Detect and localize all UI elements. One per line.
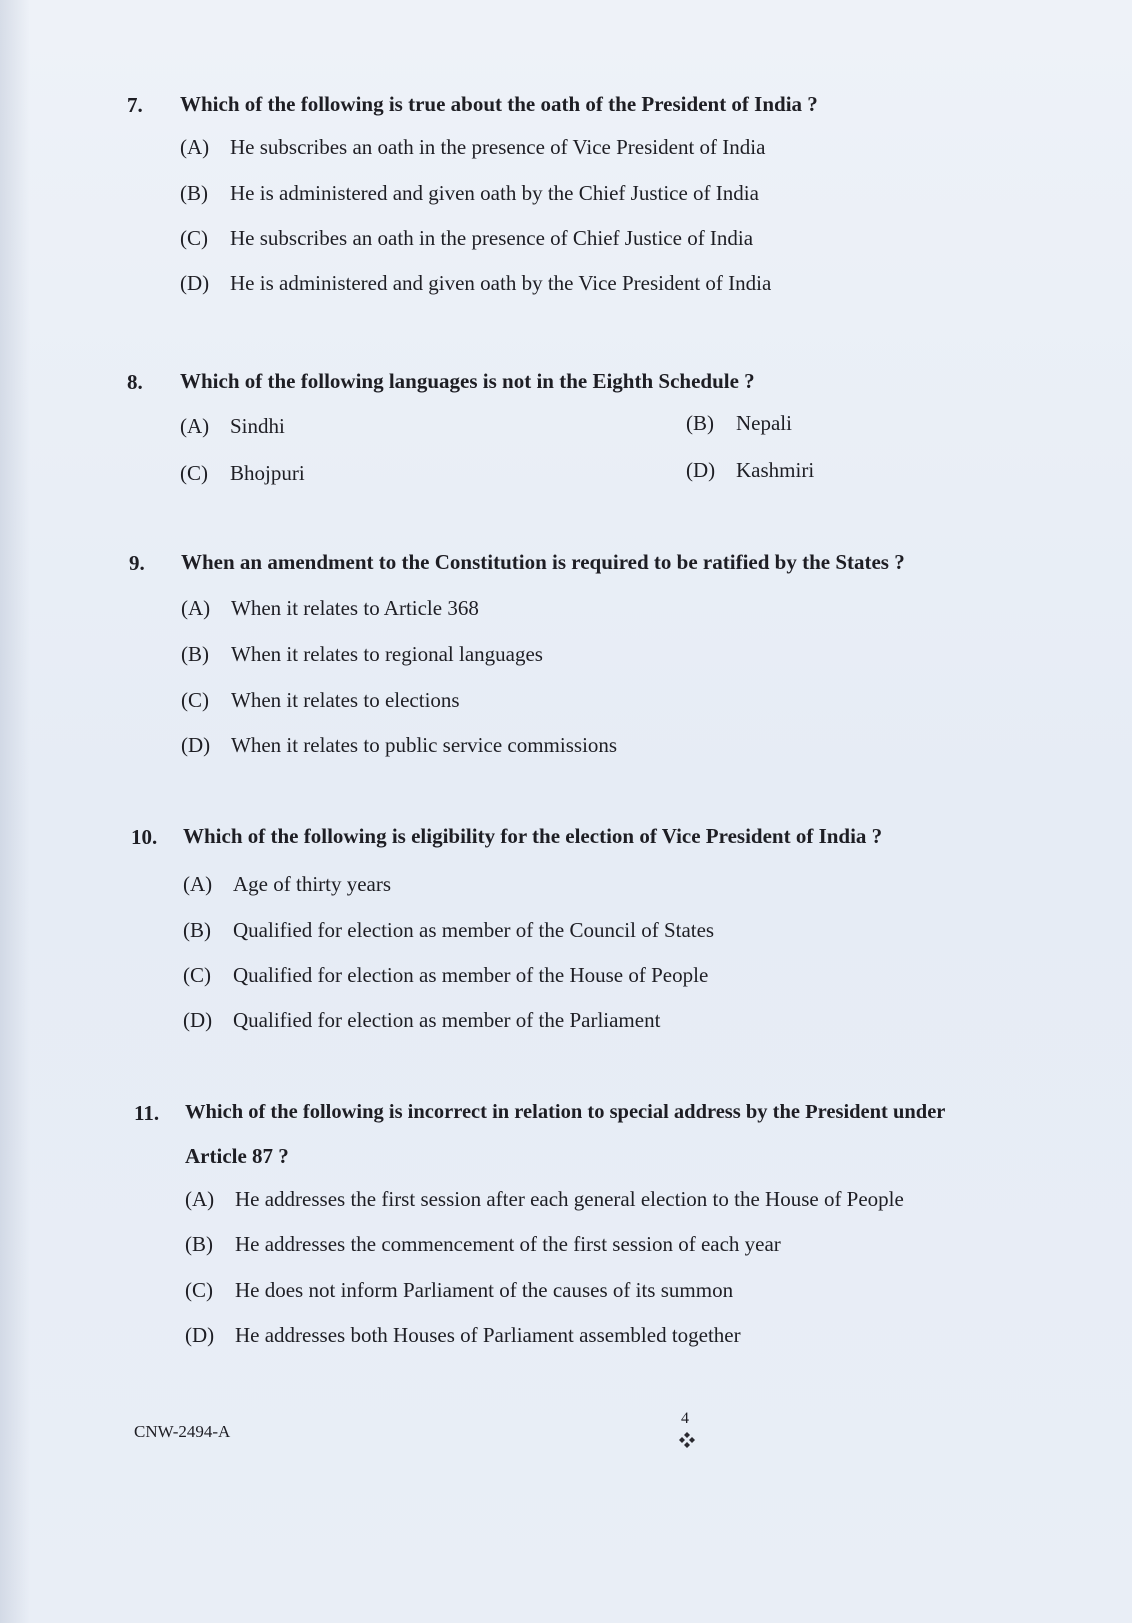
option-d: (D) Kashmiri: [686, 458, 815, 482]
question-text: Which of the following languages is not in the Eighth Schedule ?: [180, 369, 755, 393]
option-a: (A) When it relates to Article 368: [181, 596, 479, 620]
option-b: (B) Qualified for election as member of the Council of States: [183, 918, 715, 942]
option-a: (A) Age of thirty years: [183, 872, 392, 896]
question-text: Which of the following is true about the oath of the President of India ?: [180, 92, 818, 116]
question-number: 7.: [127, 93, 143, 117]
option-c: (C) Bhojpuri: [180, 461, 305, 485]
question-text: When an amendment to the Constitution is required to be ratified by the States ?: [181, 550, 905, 574]
option-a: (A) He subscribes an oath in the presence of Vice President of India: [180, 135, 766, 159]
option-c: (C) Qualified for election as member of the House of People: [183, 963, 709, 987]
option-a: (A) Sindhi: [180, 414, 285, 438]
question-text-line-2: Article 87 ?: [185, 1144, 289, 1168]
option-a: (A) He addresses the first session after each general election to the House of People: [185, 1187, 904, 1211]
question-number: 8.: [127, 370, 143, 394]
option-b: (B) He addresses the commencement of the first session of each year: [185, 1232, 781, 1256]
option-d: (D) When it relates to public service commissions: [181, 733, 618, 757]
option-c: (C) He subscribes an oath in the presence of Chief Justice of India: [180, 226, 754, 250]
option-b: (B) He is administered and given oath by the Chief Justice of India: [180, 181, 759, 205]
question-number: 9.: [129, 551, 145, 575]
paper-code: CNW-2494-A: [134, 1422, 231, 1441]
option-d: (D) He is administered and given oath by the Vice President of India: [180, 271, 772, 295]
question-text-line-1: Which of the following is incorrect in relation to special address by the President under: [185, 1101, 946, 1123]
option-b: (B) When it relates to regional languages: [181, 642, 543, 666]
option-d: (D) He addresses both Houses of Parliament assembled together: [185, 1323, 741, 1347]
question-number: 11.: [134, 1101, 160, 1125]
page-number: 4: [681, 1410, 689, 1427]
question-text: Which of the following is eligibility for the election of Vice President of India ?: [183, 824, 883, 848]
option-c: (C) He does not inform Parliament of the causes of its summon: [185, 1278, 734, 1302]
four-diamond-icon: [679, 1432, 695, 1448]
question-number: 10.: [131, 825, 158, 849]
option-b: (B) Nepali: [686, 411, 792, 435]
option-c: (C) When it relates to elections: [181, 688, 460, 712]
option-d: (D) Qualified for election as member of the Parliament: [183, 1008, 661, 1032]
